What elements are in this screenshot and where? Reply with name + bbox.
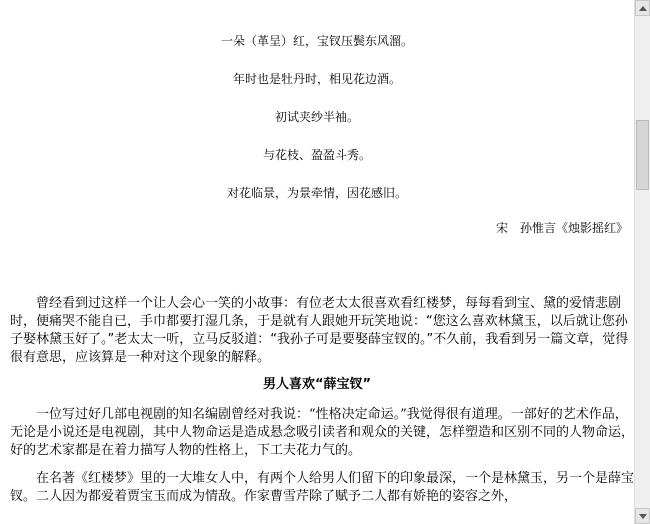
- poem-line-3: 初试夹纱半袖。: [274, 110, 359, 124]
- poem-line-2: 年时也是牡丹时，相见花边酒。: [232, 72, 401, 86]
- poem-line-5: 对花临景，为景牵情，因花感旧。: [226, 186, 407, 200]
- poem-line-1: 一朵（革呈）红，宝钗压鬓东风溜。: [220, 34, 413, 48]
- vertical-scrollbar[interactable]: [634, 0, 650, 524]
- scroll-up-button[interactable]: [635, 0, 650, 16]
- arrow-up-icon: [639, 6, 647, 11]
- intro-paragraph: 曾经看到过这样一个让人会心一笑的小故事：有位老太太很喜欢看红楼梦，每每看到宝、黛的爱情悲剧时，便痛哭不能自已，手巾都要打湿几条，于是就有人跟她开玩笑地说：“您这么喜欢林黛玉，以后就让您孙子娶林黛玉好了。”老太太一听，立马反驳道：“我孙子可是要娶薛宝钗的。”不久前，我看到另一篇文章，觉得很有意思，应该算是一种对这个现象的解释。: [10, 296, 629, 365]
- poem-source: 宋 孙惟言《烛影摇红》: [495, 221, 628, 235]
- body-paragraph-2: 在名著《红楼梦》里的一大堆女人中，有两个人给男人们留下的印象最深，一个是林黛玉，另一个是薛宝钗。二人因为都爱着贾宝玉而成为情敌。作家曹雪芹除了赋予二人都有娇艳的姿容之外，: [10, 471, 634, 504]
- section-title: 男人喜欢“薛宝钗”: [262, 377, 372, 392]
- poem-line-4: 与花枝、盈盈斗秀。: [262, 148, 371, 162]
- scroll-thumb[interactable]: [636, 120, 649, 190]
- body-paragraph-1: 一位写过好几部电视剧的知名编剧曾经对我说：“性格决定命运。”我觉得很有道理。一部好的艺术作品，无论是小说还是电视剧，其中人物命运是造成悬念吸引读者和观众的关键，怎样塑造和区别不同的人物命运，好的艺术家都是在着力描写人物的性格上，下工夫花力气的。: [10, 407, 634, 458]
- scroll-down-button[interactable]: [635, 508, 650, 524]
- arrow-down-icon: [639, 514, 647, 519]
